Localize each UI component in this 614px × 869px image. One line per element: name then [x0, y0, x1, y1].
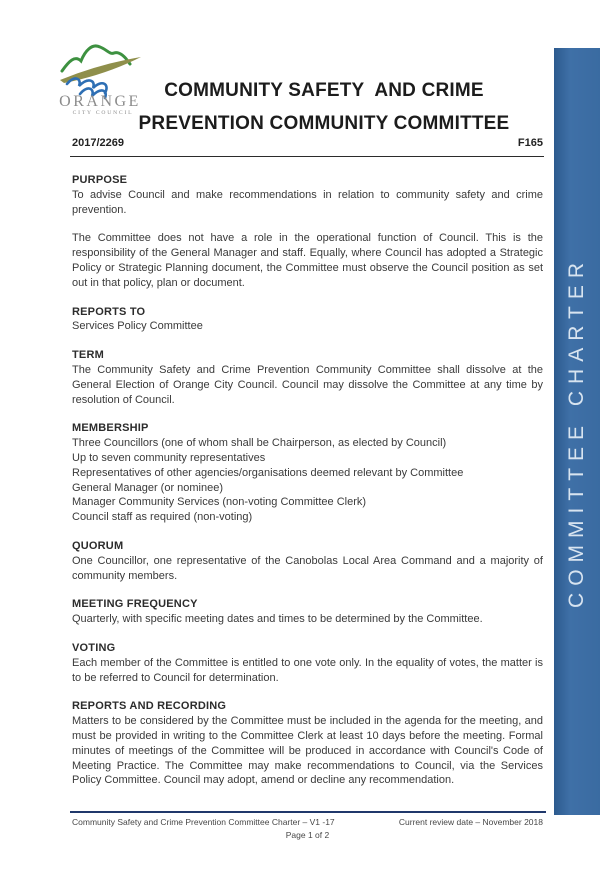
- header-divider: [70, 156, 544, 157]
- section-heading: MEETING FREQUENCY: [72, 598, 198, 611]
- footer-page-number: Page 1 of 2: [285, 830, 330, 840]
- paragraph: Services Policy Committee: [72, 320, 203, 333]
- footer: [72, 817, 543, 827]
- section-membership: [72, 421, 543, 525]
- section-heading: VOTING: [72, 641, 116, 654]
- membership-item: Manager Community Services (non-voting Committee Clerk): [72, 496, 367, 509]
- section-quorum: [72, 539, 543, 583]
- membership-item: Representatives of other agencies/organisations deemed relevant by Committee: [72, 466, 464, 479]
- section-heading: QUORUM: [72, 539, 124, 552]
- logo-wordmark: ORANGE: [59, 93, 141, 110]
- file-reference: F165: [517, 137, 543, 149]
- paragraph: The Committee does not have a role in the operational function of Council. This is the responsibility of the General Manager and staff. Equally, where Council has adopted a Strategic Policy or Strategic Planning document, the Committee must observe the Council position as set out in that policy, plan or document.: [72, 232, 543, 289]
- paragraph: One Councillor, one representative of the Canobolas Local Area Command and a majority of community members.: [72, 554, 543, 582]
- membership-item: Up to seven community representatives: [72, 451, 266, 464]
- document-body: [72, 167, 543, 788]
- section-heading: MEMBERSHIP: [72, 422, 149, 435]
- section-heading: TERM: [72, 349, 104, 362]
- paragraph: To advise Council and make recommendations in relation to community safety and crime prevention.: [72, 188, 543, 216]
- paragraph: Each member of the Committee is entitled to one vote only. In the equality of votes, the matter is to be referred to Council for determination.: [72, 656, 543, 684]
- title-line-2: PREVENTION COMMUNITY COMMITTEE: [138, 113, 510, 134]
- banner-label: COMMITTEE CHARTER: [565, 255, 588, 608]
- section-purpose: [72, 173, 543, 291]
- committee-charter-banner: [554, 48, 600, 815]
- footer-divider: [70, 811, 546, 813]
- document-reference: 2017/2269: [72, 137, 124, 149]
- section-heading: PURPOSE: [72, 174, 128, 186]
- logo-mountains-icon: [62, 46, 130, 71]
- paragraph: Matters to be considered by the Committee must be included in the agenda for the meeting, and must be provided in writing to the Committee Clerk at least 10 days before the meeting. Formal minutes of meetings of the Committee will be produced in accordance with Council's Code of Meeting Practice. The Committee may make recommendations to Council, via the Services Policy Committee. Council may adopt, amend or decline any recommendation.: [72, 715, 543, 787]
- footer-review-date: Current review date – November 2018: [398, 817, 543, 827]
- membership-item: Three Councillors (one of whom shall be Chairperson, as elected by Council): [72, 437, 447, 450]
- membership-item: General Manager (or nominee): [72, 481, 224, 494]
- section-meeting-frequency: [72, 597, 543, 627]
- paragraph: Quarterly, with specific meeting dates and times to be determined by the Committee.: [72, 613, 483, 626]
- membership-item: Council staff as required (non-voting): [72, 511, 253, 524]
- footer-document-version: Community Safety and Crime Prevention Committee Charter – V1 -17: [72, 817, 335, 827]
- paragraph: The Community Safety and Crime Prevention Community Committee shall dissolve at the General Election of Orange City Council. Council may dissolve the Committee at any time by resolution of Council.: [72, 363, 543, 406]
- logo-subtitle: CITY COUNCIL: [72, 110, 134, 116]
- section-heading: REPORTS AND RECORDING: [72, 700, 227, 713]
- section-heading: REPORTS TO: [72, 305, 146, 318]
- title-line-1: COMMUNITY SAFETY AND CRIME: [164, 80, 484, 101]
- reference-row: [72, 137, 543, 149]
- section-term: [72, 348, 543, 407]
- section-voting: [72, 641, 543, 685]
- document-title: [104, 74, 544, 140]
- section-reports-to: [72, 305, 543, 335]
- section-reports-and-recording: [72, 699, 543, 788]
